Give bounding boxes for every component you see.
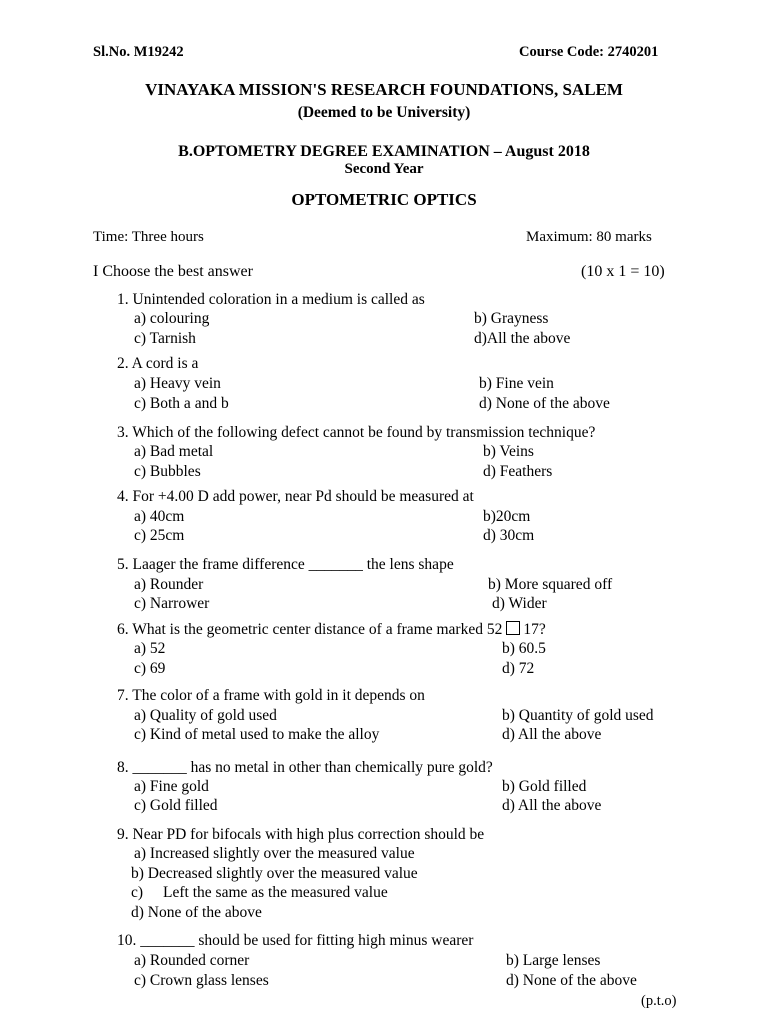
exam-title: B.OPTOMETRY DEGREE EXAMINATION – August 2018 [178,143,590,160]
exam-year: Second Year [344,161,424,177]
option-b: b) Veins [483,443,534,460]
question-text-part-2: 17? [523,621,546,638]
square-box-icon [506,621,520,635]
option-a: a) Heavy vein [134,375,221,392]
question-text: 3. Which of the following defect cannot be found by transmission technique? [117,424,596,441]
option-c: c) Narrower [134,595,210,612]
exam-time: Time: Three hours [93,229,204,245]
institution-name: VINAYAKA MISSION'S RESEARCH FOUNDATIONS, SALEM [145,80,623,99]
option-a: a) Bad metal [134,443,214,460]
option-c: c) Bubbles [134,463,201,480]
option-c: c) Crown glass lenses [134,972,269,989]
question-text: 7. The color of a frame with gold in it depends on [117,687,425,704]
option-c: c) Both a and b [134,395,229,412]
option-d: d) None of the above [479,395,610,412]
option-a: a) Rounded corner [134,952,250,969]
option-d: d) Wider [492,595,547,612]
option-b: b) More squared off [488,576,613,593]
option-b: b) Large lenses [506,952,601,969]
option-c-marker: c) [131,884,144,901]
question-text: 10. _______ should be used for fitting high minus wearer [117,932,474,949]
serial-number: Sl.No. M19242 [93,44,184,60]
option-c: c) 69 [134,660,166,677]
option-b: b) Decreased slightly over the measured value [131,865,418,882]
exam-subject: OPTOMETRIC OPTICS [291,190,477,209]
option-d: d) Feathers [483,463,553,480]
section-marks: (10 x 1 = 10) [581,263,665,280]
option-d: d) 72 [502,660,535,677]
course-code: Course Code: 2740201 [519,44,659,60]
option-c [131,884,388,903]
section-title: I Choose the best answer [93,263,253,280]
option-a: a) colouring [134,310,210,327]
question-text: 9. Near PD for bifocals with high plus correction should be [117,826,485,843]
option-a: a) 40cm [134,508,185,525]
option-c: c) Tarnish [134,330,196,347]
question-text: 1. Unintended coloration in a medium is called as [117,291,425,308]
question-text [117,621,546,640]
exam-max-marks: Maximum: 80 marks [526,229,652,245]
option-a: a) Rounder [134,576,204,593]
option-b: b) Gold filled [502,778,587,795]
option-a: a) 52 [134,640,166,657]
page-turn-note: (p.t.o) [641,993,677,1009]
option-d: d)All the above [474,330,571,347]
option-d: d) None of the above [131,904,262,921]
option-a: a) Quality of gold used [134,707,277,724]
question-text: 2. A cord is a [117,355,199,372]
option-a: a) Fine gold [134,778,209,795]
option-c: c) Kind of metal used to make the alloy [134,726,380,743]
option-a: a) Increased slightly over the measured value [134,845,415,862]
option-d: d) 30cm [483,527,535,544]
option-c: c) 25cm [134,527,185,544]
option-b: b) 60.5 [502,640,546,657]
option-d: d) All the above [502,797,602,814]
option-b: b)20cm [483,508,531,525]
option-b: b) Quantity of gold used [502,707,654,724]
question-text-part-1: 6. What is the geometric center distance of a frame marked 52 [117,621,503,638]
question-text: 4. For +4.00 D add power, near Pd should be measured at [117,488,474,505]
option-d: d) None of the above [506,972,637,989]
option-c: c) Gold filled [134,797,218,814]
option-b: b) Grayness [474,310,549,327]
option-b: b) Fine vein [479,375,554,392]
option-c-text: Left the same as the measured value [163,884,388,901]
question-text: 8. _______ has no metal in other than chemically pure gold? [117,759,493,776]
institution-status: (Deemed to be University) [297,104,471,121]
question-text: 5. Laager the frame difference _______ the lens shape [117,556,454,573]
option-d: d) All the above [502,726,602,743]
